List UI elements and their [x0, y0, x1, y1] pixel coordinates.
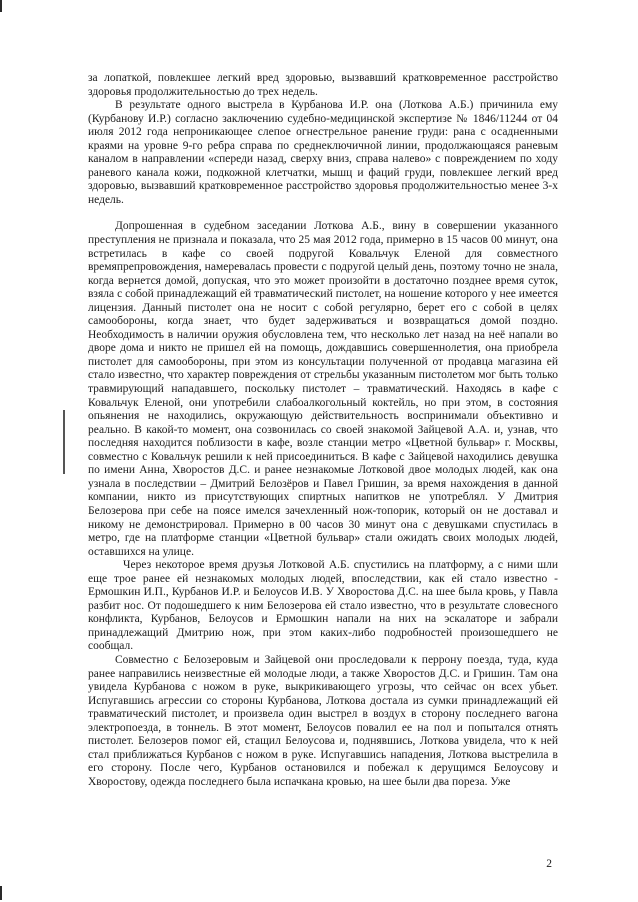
paragraph: Совместно с Белозеровым и Зайцевой они проследовали к перрону поезда, туда, куда ранее направились неизвестные ей молодые люди, а также Хворостов Д.С. и Гришин. Там она увидела Курбанова с ножом в руке, выкрикивающего угрозы, что сейчас он всех убьет. Испугавшись агрессии со стороны Курбанова, Лоткова достала из сумки принадлежащий ей травматический пистолет, и произвела один выстрел в воздух в сторону последнего вагона электропоезда, в тоннель. В этот момент, Белоусов повалил ее на пол и попытался отнять пистолет. Белозеров помог ей, стащил Белоусова и, поднявшись, Лоткова увидела, что к ней стал приближаться Курбанов с ножом в руке. Испугавшись нападения, Лоткова выстрелила в его сторону. После чего, Курбанов остановился и побежал к дерущимся Белоусову и Хворостову, одежда последнего была испачкана кровью, на шее были два пореза. Уже	[88, 653, 558, 788]
paragraph: Допрошенная в судебном заседании Лоткова А.Б., вину в совершении указанного преступления не признала и показала, что 25 мая 2012 года, примерно в 15 часов 00 минут, она встретилась в кафе со своей подругой Ковальчук Еленой для совместного времяпрепровождения, намеревалась провести с подругой целый день, поэтому точно не знала, когда вернется домой, допуская, что это может произойти в достаточно позднее время суток, взяла с собой принадлежащий ей травматический пистолет, на ношение которого у нее имеется лицензия. Данный пистолет она не носит с собой регулярно, берет его с собой в целях самообороны, когда знает, что будет задерживаться и возвращаться домой поздно. Необходимость в наличии оружия обусловлена тем, что несколько лет назад на неё напали во дворе дома и никто не пришел ей на помощь, дождавшись совершеннолетия, она приобрела пистолет для самообороны, при этом из консультации полученной от продавца магазина ей стало известно, что характер повреждения от стрельбы указанным пистолетом мог быть только травмирующий нападавшего, поскольку пистолет – травматический. Находясь в кафе с Ковальчук Еленой, они употребили слабоалкогольный коктейль, но при этом, в состояния опьянения не находились, окружающую действительность воспринимали объективно и реально. В какой-то момент, она созвонилась со своей знакомой Зайцевой А.А. и, узнав, что последняя находится поблизости в кафе, возле станции метро «Цветной бульвар» г. Москвы, совместно с Ковальчук решили к ней присоединиться. В кафе с Зайцевой находились девушка по имени Анна, Хворостов Д.С. и ранее незнакомые Лотковой двое молодых людей, как она узнала в последствии – Дмитрий Белозёров и Павел Гришин, за время нахождения в данной компании, никто из присутствующих спиртных напитков не употреблял. У Дмитрия Белозерова при себе на поясе имелся зачехленный нож-топорик, который он не доставал и никому не демонстрировал. Примерно в 00 часов 30 минут она с девушками спустилась в метро, где на платформе станции «Цветной бульвар» стали ожидать своих молодых людей, оставшихся на улице.	[88, 220, 558, 558]
paragraph: Через некоторое время друзья Лотковой А.Б. спустились на платформу, а с ними шли еще трое ранее ей незнакомых молодых людей, впоследствии, как ей стало известно - Ермошкин И.П., Курбанов И.Р. и Белоусов И.В. У Хворостова Д.С. на шее была кровь, у Павла разбит нос. От подошедшего к ним Белозерова ей стало известно, что в результате словесного конфликта, Курбанов, Белоусов и Ермошкин напали на них на эскалаторе и забрали принадлежащий Дмитрию нож, при этом каких-либо подробностей произошедшего не сообщал.	[88, 559, 558, 653]
page-number: 2	[546, 858, 552, 870]
paragraph: за лопаткой, повлекшее легкий вред здоровью, вызвавший кратковременное расстройство здоровья продолжительностью до трех недель.	[88, 72, 558, 98]
document-body	[88, 72, 558, 789]
scan-edge-mark	[0, 0, 2, 12]
scan-edge-mark	[0, 886, 2, 900]
scan-edge-mark	[63, 410, 65, 474]
paragraph: В результате одного выстрела в Курбанова И.Р. она (Лоткова А.Б.) причинила ему (Курбанову И.Р.) согласно заключению судебно-медицинской экспертизе № 1846/11244 от 04 июля 2012 года непроникающее слепое огнестрельное ранение груди: рана с осадненными краями на уровне 9-го ребра справа по среднеключичной линии, продолжающаяся раневым каналом в направлении «спереди назад, сверху вниз, справа налево» с повреждением по ходу раневого канала кожи, подкожной клетчатки, мышц и фаций груди, повлекшее легкий вред здоровью, вызвавший кратковременное расстройство здоровья продолжительностью менее 3-х недель.	[88, 99, 558, 206]
